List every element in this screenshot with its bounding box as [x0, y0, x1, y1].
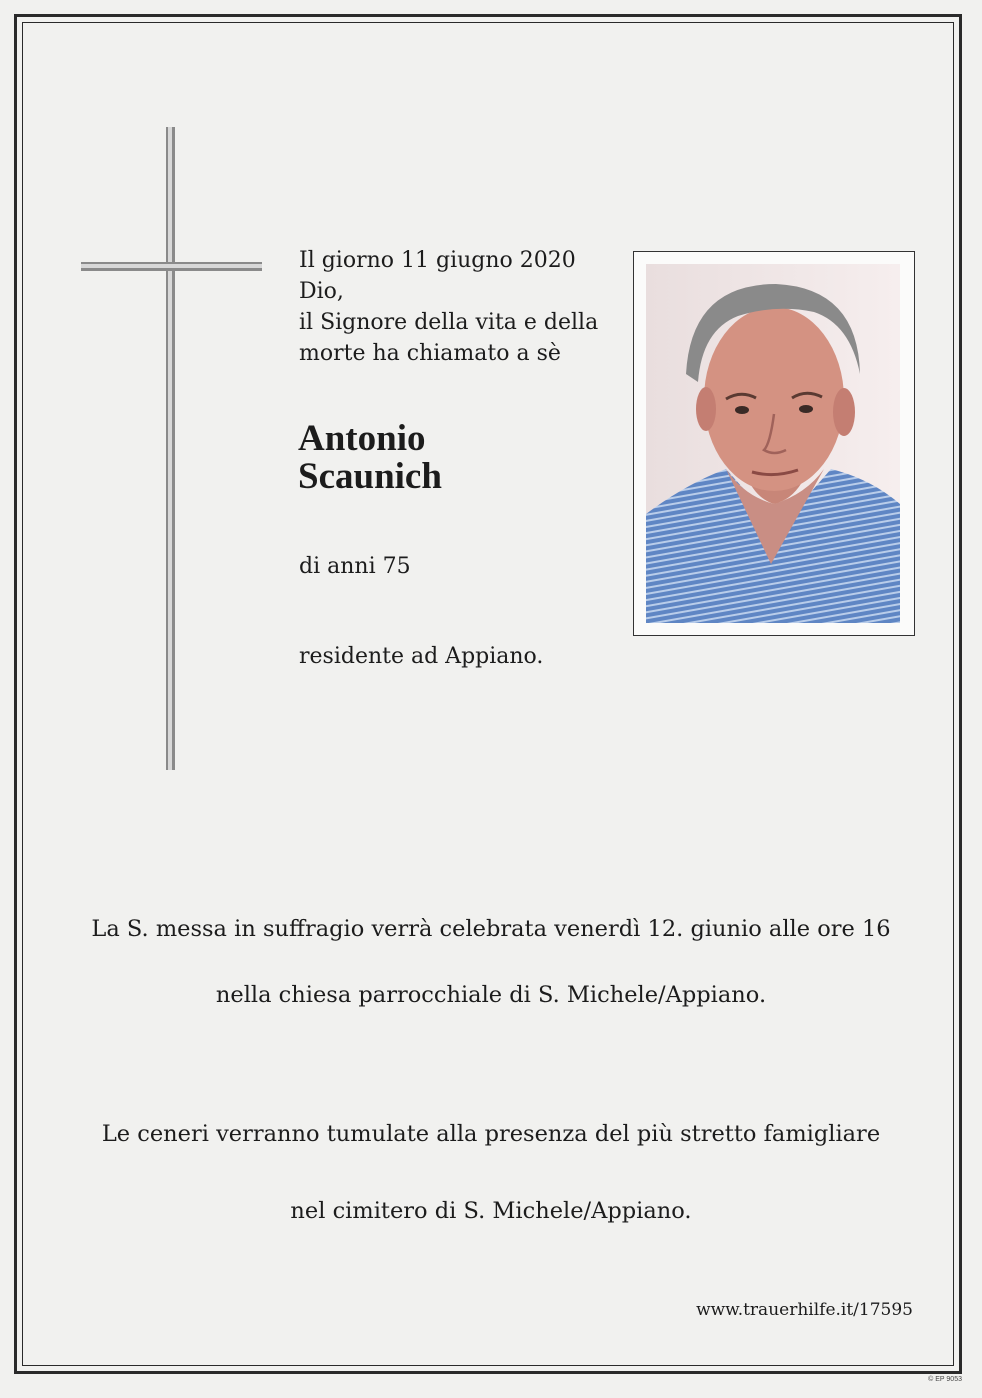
burial-location: nel cimitero di S. Michele/Appiano. [290, 1198, 692, 1224]
intro-line-date: Il giorno 11 giugno 2020 [299, 248, 576, 273]
inner-border [22, 22, 954, 1366]
last-name: Scaunich [298, 456, 442, 497]
portrait-photo [646, 264, 900, 623]
mass-announcement: La S. messa in suffragio verrà celebrata venerdì 12. giunio alle ore 16 [91, 916, 891, 942]
portrait-frame [633, 251, 915, 636]
intro-line-death: morte ha chiamato a sè [299, 341, 561, 366]
cross-horizontal-bar [81, 262, 262, 271]
portrait-illustration [646, 264, 900, 623]
intro-text [299, 245, 619, 369]
deceased-name [298, 420, 442, 496]
residence-text: residente ad Appiano. [299, 644, 544, 669]
mass-location: nella chiesa parrocchiale di S. Michele/Appiano. [215, 982, 767, 1008]
website-link[interactable]: www.trauerhilfe.it/17595 [696, 1300, 913, 1320]
cross-vertical-bar [166, 127, 175, 770]
burial-announcement: Le ceneri verranno tumulate alla presenza del più stretto famigliare [101, 1121, 881, 1147]
print-code: © EP 9053 [928, 1376, 962, 1383]
first-name: Antonio [298, 418, 426, 459]
intro-line-god: Dio, [299, 279, 344, 304]
intro-line-lord: il Signore della vita e della [299, 310, 599, 335]
age-text: di anni 75 [299, 554, 411, 579]
